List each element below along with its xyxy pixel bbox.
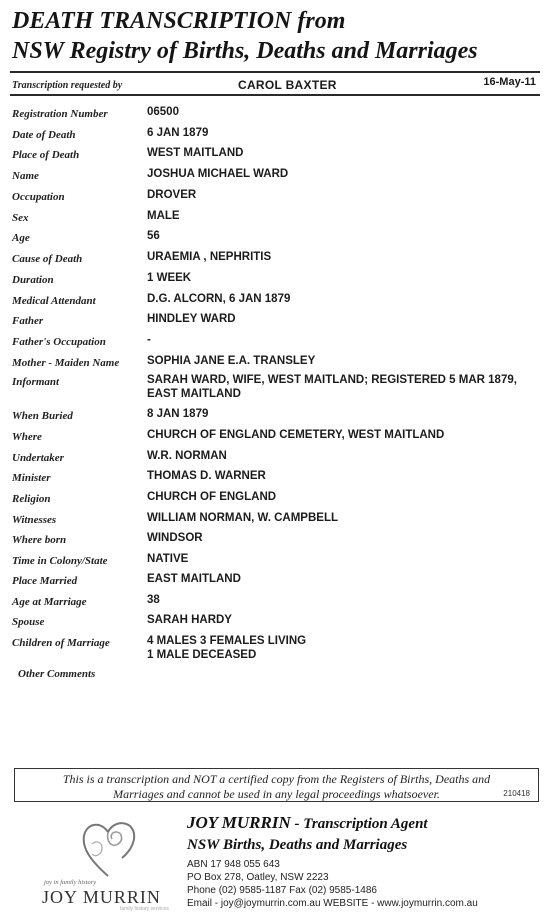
agent-heading: [187, 813, 428, 833]
field-value: MALE: [147, 210, 180, 222]
field-label: Where born: [12, 534, 67, 546]
field-value: -: [147, 334, 151, 346]
field-label: Undertaker: [12, 452, 64, 464]
agent-service: NSW Births, Deaths and Marriages: [187, 837, 408, 853]
field-label: Sex: [12, 212, 29, 224]
field-value: CHURCH OF ENGLAND CEMETERY, WEST MAITLAND: [147, 429, 445, 441]
logo-tagline: joy in family history: [44, 879, 97, 886]
heart-swirl-icon: [78, 814, 138, 880]
field-value: HINDLEY WARD: [147, 313, 236, 325]
field-label: Cause of Death: [12, 253, 83, 265]
logo-subtitle: family history services: [120, 906, 169, 912]
field-value: NATIVE: [147, 553, 189, 565]
agent-address: PO Box 278, Oatley, NSW 2223: [187, 872, 329, 883]
field-value: URAEMIA , NEPHRITIS: [147, 251, 272, 263]
field-value: WILLIAM NORMAN, W. CAMPBELL: [147, 512, 339, 524]
agent-name: JOY MURRIN: [187, 813, 291, 832]
field-value: SOPHIA JANE E.A. TRANSLEY: [147, 355, 316, 367]
disclaimer-code: 210418: [503, 789, 530, 798]
field-label: Date of Death: [12, 129, 76, 141]
document-title-line-2: NSW Registry of Births, Deaths and Marriages: [12, 38, 478, 64]
field-label: Religion: [12, 493, 51, 505]
disclaimer-line-1: This is a transcription and NOT a certified copy from the Registers of Births, Deaths and: [62, 772, 491, 786]
field-label: Children of Marriage: [12, 637, 110, 649]
requested-by-label: Transcription requested by: [12, 80, 123, 91]
logo-brand: JOY MURRIN: [42, 887, 161, 907]
field-value: 38: [147, 594, 160, 606]
request-date: 16-May-11: [483, 76, 536, 88]
field-label: Place of Death: [12, 149, 80, 161]
agent-abn: ABN 17 948 055 643: [187, 859, 280, 870]
field-value: EAST MAITLAND: [147, 573, 241, 585]
field-label: Name: [12, 170, 39, 182]
field-value: CHURCH OF ENGLAND: [147, 491, 277, 503]
disclaimer-line-2: Marriages and cannot be used in any legal proceedings whatsoever.: [113, 786, 440, 801]
field-value: W.R. NORMAN: [147, 450, 227, 462]
field-label: Duration: [12, 274, 54, 286]
field-label: Spouse: [12, 616, 45, 628]
header-rule-top: [10, 71, 540, 73]
field-value: SARAH HARDY: [147, 614, 232, 626]
field-value: JOSHUA MICHAEL WARD: [147, 168, 289, 180]
field-value: 1 WEEK: [147, 272, 192, 284]
field-label: When Buried: [12, 410, 73, 422]
field-label: Father's Occupation: [12, 336, 106, 348]
field-value: 6 JAN 1879: [147, 127, 209, 139]
field-value: 06500: [147, 106, 179, 118]
field-label: Registration Number: [12, 108, 108, 120]
agent-email-website: Email - joy@joymurrin.com.au WEBSITE - www.joymurrin.com.au: [187, 898, 478, 909]
disclaimer-box: [14, 768, 539, 802]
field-value: 56: [147, 230, 160, 242]
field-value: D.G. ALCORN, 6 JAN 1879: [147, 293, 291, 305]
field-value: SARAH WARD, WIFE, WEST MAITLAND; REGISTERED 5 MAR 1879, EAST MAITLAND: [147, 374, 517, 400]
field-value: 4 MALES 3 FEMALES LIVING 1 MALE DECEASED: [147, 635, 307, 661]
field-label: Medical Attendant: [12, 295, 96, 307]
field-label: Age: [12, 232, 30, 244]
field-value: WEST MAITLAND: [147, 147, 244, 159]
other-comments-label: Other Comments: [18, 668, 96, 680]
requested-by-name: CAROL BAXTER: [238, 78, 337, 92]
field-value: 8 JAN 1879: [147, 408, 209, 420]
joy-murrin-logo: [28, 812, 178, 916]
field-label: Witnesses: [12, 514, 57, 526]
agent-phone: Phone (02) 9585-1187 Fax (02) 9585-1486: [187, 885, 377, 896]
field-label: Mother - Maiden Name: [12, 357, 120, 369]
document-title-line-1: DEATH TRANSCRIPTION from: [12, 8, 346, 34]
field-label: Father: [12, 315, 44, 327]
field-label: Where: [12, 431, 42, 443]
field-value: DROVER: [147, 189, 197, 201]
field-label: Age at Marriage: [12, 596, 87, 608]
field-value: THOMAS D. WARNER: [147, 470, 266, 482]
field-label: Minister: [12, 472, 51, 484]
field-label: Place Married: [12, 575, 78, 587]
field-label: Time in Colony/State: [12, 555, 108, 567]
field-value: WINDSOR: [147, 532, 203, 544]
header-rule-bottom: [10, 94, 540, 96]
field-label: Informant: [12, 376, 60, 388]
disclaimer-text: [15, 772, 538, 801]
agent-role: - Transcription Agent: [290, 816, 428, 832]
field-label: Occupation: [12, 191, 65, 203]
